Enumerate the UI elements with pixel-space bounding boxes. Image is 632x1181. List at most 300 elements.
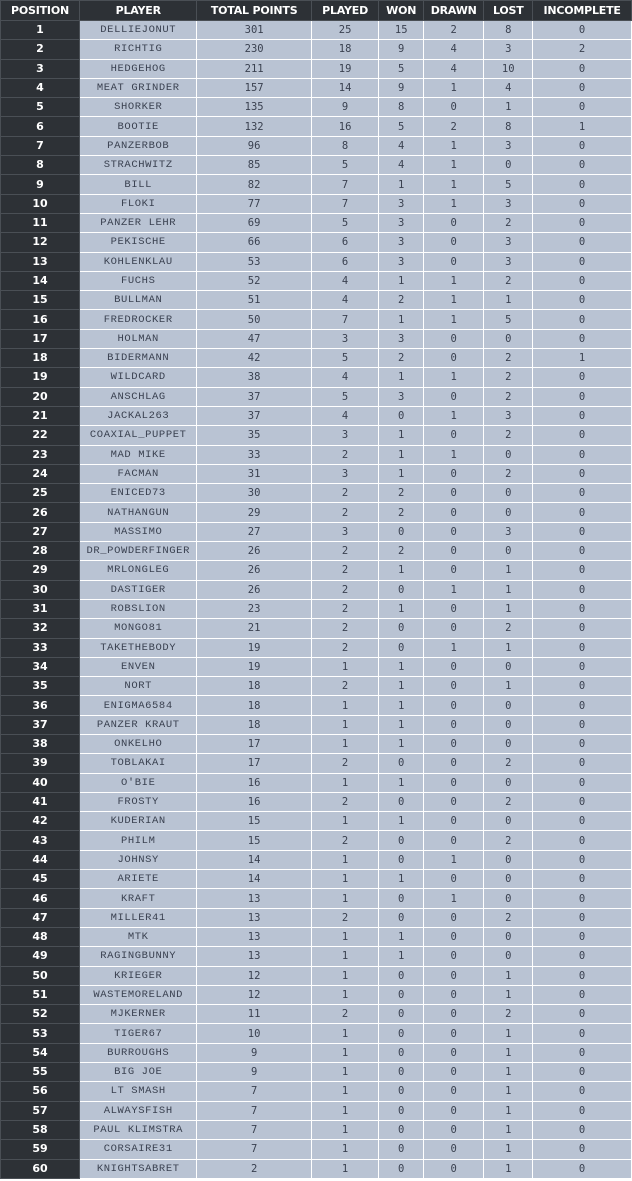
total-points-cell: 15 [197,831,311,850]
position-cell: 24 [1,464,80,483]
player-cell: HOLMAN [80,329,197,348]
played-cell: 3 [311,522,379,541]
table-row [1,792,632,811]
won-cell: 0 [379,1120,424,1139]
played-cell: 8 [311,136,379,155]
played-cell: 2 [311,908,379,927]
won-cell: 1 [379,657,424,676]
player-cell: BURROUGHS [80,1043,197,1062]
table-row [1,1024,632,1043]
won-cell: 0 [379,850,424,869]
position-cell: 60 [1,1159,80,1178]
played-cell: 1 [311,773,379,792]
total-points-cell: 132 [197,117,311,136]
won-cell: 0 [379,889,424,908]
incomplete-cell: 0 [533,638,632,657]
incomplete-cell: 1 [533,117,632,136]
total-points-cell: 7 [197,1140,311,1159]
drawn-cell: 0 [424,1005,484,1024]
position-cell: 39 [1,754,80,773]
table-row [1,349,632,368]
incomplete-cell: 0 [533,580,632,599]
player-cell: DR_POWDERFINGER [80,542,197,561]
lost-cell: 1 [484,98,533,117]
lost-cell: 1 [484,985,533,1004]
lost-cell: 0 [484,927,533,946]
won-cell: 1 [379,812,424,831]
played-cell: 2 [311,561,379,580]
position-cell: 48 [1,927,80,946]
position-cell: 58 [1,1120,80,1139]
table-row [1,213,632,232]
position-cell: 45 [1,870,80,889]
total-points-cell: 9 [197,1043,311,1062]
lost-cell: 3 [484,522,533,541]
lost-cell: 0 [484,542,533,561]
total-points-cell: 13 [197,908,311,927]
lost-cell: 1 [484,1082,533,1101]
won-cell: 1 [379,426,424,445]
played-cell: 2 [311,484,379,503]
drawn-cell: 0 [424,252,484,271]
lost-cell: 3 [484,194,533,213]
table-row [1,406,632,425]
player-cell: DELLIEJONUT [80,21,197,40]
lost-cell: 2 [484,387,533,406]
table-row [1,1120,632,1139]
drawn-cell: 1 [424,638,484,657]
incomplete-cell: 0 [533,542,632,561]
table-row [1,98,632,117]
position-cell: 56 [1,1082,80,1101]
incomplete-cell: 0 [533,889,632,908]
played-cell: 1 [311,1101,379,1120]
played-cell: 2 [311,445,379,464]
position-cell: 59 [1,1140,80,1159]
drawn-cell: 0 [424,985,484,1004]
position-cell: 19 [1,368,80,387]
total-points-cell: 7 [197,1082,311,1101]
table-row [1,638,632,657]
total-points-cell: 17 [197,754,311,773]
player-cell: MASSIMO [80,522,197,541]
player-cell: BILL [80,175,197,194]
total-points-cell: 35 [197,426,311,445]
position-cell: 46 [1,889,80,908]
header-position: POSITION [1,1,80,21]
played-cell: 7 [311,175,379,194]
player-cell: PAUL KLIMSTRA [80,1120,197,1139]
table-row [1,947,632,966]
player-cell: ONKELHO [80,734,197,753]
drawn-cell: 0 [424,98,484,117]
table-row [1,175,632,194]
incomplete-cell: 0 [533,233,632,252]
lost-cell: 0 [484,812,533,831]
total-points-cell: 31 [197,464,311,483]
incomplete-cell: 0 [533,406,632,425]
drawn-cell: 0 [424,927,484,946]
lost-cell: 2 [484,1005,533,1024]
lost-cell: 0 [484,503,533,522]
played-cell: 1 [311,927,379,946]
incomplete-cell: 0 [533,98,632,117]
drawn-cell: 1 [424,368,484,387]
won-cell: 3 [379,213,424,232]
lost-cell: 3 [484,252,533,271]
player-cell: KNIGHTSABRET [80,1159,197,1178]
incomplete-cell: 0 [533,927,632,946]
drawn-cell: 0 [424,754,484,773]
drawn-cell: 0 [424,1063,484,1082]
player-cell: PHILM [80,831,197,850]
incomplete-cell: 0 [533,445,632,464]
table-row [1,21,632,40]
player-cell: MAD MIKE [80,445,197,464]
header-played: PLAYED [311,1,379,21]
total-points-cell: 77 [197,194,311,213]
incomplete-cell: 0 [533,715,632,734]
position-cell: 13 [1,252,80,271]
lost-cell: 2 [484,908,533,927]
position-cell: 57 [1,1101,80,1120]
drawn-cell: 0 [424,734,484,753]
table-row [1,426,632,445]
total-points-cell: 27 [197,522,311,541]
total-points-cell: 157 [197,78,311,97]
total-points-cell: 23 [197,599,311,618]
drawn-cell: 1 [424,445,484,464]
played-cell: 1 [311,966,379,985]
table-row [1,1063,632,1082]
incomplete-cell: 0 [533,908,632,927]
played-cell: 4 [311,368,379,387]
position-cell: 7 [1,136,80,155]
played-cell: 4 [311,291,379,310]
table-row [1,677,632,696]
drawn-cell: 0 [424,213,484,232]
total-points-cell: 29 [197,503,311,522]
total-points-cell: 7 [197,1120,311,1139]
table-row [1,1101,632,1120]
incomplete-cell: 0 [533,484,632,503]
drawn-cell: 0 [424,715,484,734]
total-points-cell: 42 [197,349,311,368]
position-cell: 34 [1,657,80,676]
position-cell: 25 [1,484,80,503]
position-cell: 42 [1,812,80,831]
table-row [1,831,632,850]
won-cell: 3 [379,329,424,348]
total-points-cell: 82 [197,175,311,194]
won-cell: 2 [379,503,424,522]
position-cell: 22 [1,426,80,445]
table-row [1,927,632,946]
played-cell: 2 [311,503,379,522]
position-cell: 36 [1,696,80,715]
won-cell: 2 [379,542,424,561]
lost-cell: 0 [484,484,533,503]
total-points-cell: 18 [197,715,311,734]
drawn-cell: 0 [424,1024,484,1043]
total-points-cell: 211 [197,59,311,78]
drawn-cell: 0 [424,908,484,927]
lost-cell: 5 [484,175,533,194]
played-cell: 3 [311,329,379,348]
drawn-cell: 0 [424,1101,484,1120]
position-cell: 43 [1,831,80,850]
lost-cell: 2 [484,368,533,387]
table-row [1,117,632,136]
lost-cell: 1 [484,677,533,696]
drawn-cell: 0 [424,1140,484,1159]
played-cell: 2 [311,831,379,850]
total-points-cell: 301 [197,21,311,40]
played-cell: 7 [311,310,379,329]
lost-cell: 3 [484,40,533,59]
incomplete-cell: 0 [533,850,632,869]
lost-cell: 2 [484,271,533,290]
total-points-cell: 85 [197,156,311,175]
lost-cell: 1 [484,580,533,599]
played-cell: 16 [311,117,379,136]
played-cell: 6 [311,252,379,271]
incomplete-cell: 0 [533,194,632,213]
position-cell: 35 [1,677,80,696]
played-cell: 1 [311,812,379,831]
won-cell: 1 [379,947,424,966]
played-cell: 7 [311,194,379,213]
player-cell: NORT [80,677,197,696]
won-cell: 5 [379,59,424,78]
total-points-cell: 14 [197,850,311,869]
player-cell: STRACHWITZ [80,156,197,175]
table-row [1,78,632,97]
won-cell: 1 [379,561,424,580]
total-points-cell: 26 [197,580,311,599]
player-cell: O'BIE [80,773,197,792]
player-cell: KRAFT [80,889,197,908]
table-row [1,619,632,638]
played-cell: 4 [311,406,379,425]
played-cell: 2 [311,580,379,599]
won-cell: 0 [379,638,424,657]
total-points-cell: 96 [197,136,311,155]
position-cell: 20 [1,387,80,406]
lost-cell: 2 [484,831,533,850]
won-cell: 1 [379,734,424,753]
won-cell: 0 [379,522,424,541]
position-cell: 8 [1,156,80,175]
played-cell: 14 [311,78,379,97]
table-row [1,966,632,985]
played-cell: 19 [311,59,379,78]
table-row [1,773,632,792]
player-cell: BIG JOE [80,1063,197,1082]
total-points-cell: 12 [197,966,311,985]
player-cell: MEAT GRINDER [80,78,197,97]
played-cell: 1 [311,1120,379,1139]
incomplete-cell: 0 [533,831,632,850]
won-cell: 1 [379,464,424,483]
incomplete-cell: 0 [533,1082,632,1101]
won-cell: 15 [379,21,424,40]
lost-cell: 8 [484,117,533,136]
table-row [1,59,632,78]
player-cell: PANZER LEHR [80,213,197,232]
total-points-cell: 33 [197,445,311,464]
table-row [1,194,632,213]
incomplete-cell: 0 [533,677,632,696]
total-points-cell: 135 [197,98,311,117]
drawn-cell: 2 [424,21,484,40]
table-row [1,754,632,773]
position-cell: 17 [1,329,80,348]
drawn-cell: 4 [424,59,484,78]
player-cell: DASTIGER [80,580,197,599]
played-cell: 2 [311,599,379,618]
position-cell: 6 [1,117,80,136]
played-cell: 1 [311,696,379,715]
table-row [1,271,632,290]
table-row [1,136,632,155]
played-cell: 2 [311,677,379,696]
drawn-cell: 1 [424,580,484,599]
won-cell: 9 [379,78,424,97]
total-points-cell: 7 [197,1101,311,1120]
total-points-cell: 14 [197,870,311,889]
table-row [1,657,632,676]
lost-cell: 1 [484,1120,533,1139]
drawn-cell: 1 [424,156,484,175]
drawn-cell: 0 [424,1082,484,1101]
played-cell: 6 [311,233,379,252]
position-cell: 54 [1,1043,80,1062]
played-cell: 2 [311,619,379,638]
drawn-cell: 0 [424,561,484,580]
won-cell: 1 [379,599,424,618]
drawn-cell: 0 [424,599,484,618]
table-row [1,812,632,831]
position-cell: 55 [1,1063,80,1082]
won-cell: 0 [379,985,424,1004]
player-cell: FROSTY [80,792,197,811]
total-points-cell: 11 [197,1005,311,1024]
incomplete-cell: 0 [533,522,632,541]
lost-cell: 1 [484,1063,533,1082]
table-row [1,1043,632,1062]
table-row [1,580,632,599]
won-cell: 0 [379,1043,424,1062]
won-cell: 1 [379,310,424,329]
drawn-cell: 0 [424,484,484,503]
won-cell: 0 [379,1082,424,1101]
played-cell: 2 [311,542,379,561]
player-cell: MRLONGLEG [80,561,197,580]
incomplete-cell: 0 [533,812,632,831]
incomplete-cell: 0 [533,754,632,773]
played-cell: 1 [311,1043,379,1062]
position-cell: 10 [1,194,80,213]
table-header [1,1,632,21]
played-cell: 3 [311,464,379,483]
lost-cell: 2 [484,464,533,483]
played-cell: 1 [311,1159,379,1178]
incomplete-cell: 0 [533,734,632,753]
lost-cell: 0 [484,329,533,348]
table-row [1,40,632,59]
total-points-cell: 13 [197,889,311,908]
won-cell: 3 [379,387,424,406]
incomplete-cell: 0 [533,291,632,310]
incomplete-cell: 0 [533,175,632,194]
total-points-cell: 230 [197,40,311,59]
header-drawn: DRAWN [424,1,484,21]
table-body [1,21,632,1179]
lost-cell: 2 [484,349,533,368]
won-cell: 0 [379,580,424,599]
table-row [1,522,632,541]
drawn-cell: 0 [424,966,484,985]
position-cell: 1 [1,21,80,40]
played-cell: 18 [311,40,379,59]
won-cell: 1 [379,175,424,194]
drawn-cell: 2 [424,117,484,136]
lost-cell: 3 [484,233,533,252]
won-cell: 1 [379,271,424,290]
drawn-cell: 0 [424,464,484,483]
incomplete-cell: 0 [533,1140,632,1159]
incomplete-cell: 0 [533,1101,632,1120]
position-cell: 41 [1,792,80,811]
header-incomplete: INCOMPLETE [533,1,632,21]
incomplete-cell: 0 [533,1159,632,1178]
table-row [1,291,632,310]
player-cell: JACKAL263 [80,406,197,425]
won-cell: 1 [379,927,424,946]
position-cell: 21 [1,406,80,425]
table-row [1,252,632,271]
won-cell: 3 [379,233,424,252]
player-cell: RICHTIG [80,40,197,59]
total-points-cell: 16 [197,773,311,792]
total-points-cell: 30 [197,484,311,503]
table-row [1,870,632,889]
header-lost: LOST [484,1,533,21]
incomplete-cell: 0 [533,1005,632,1024]
won-cell: 1 [379,368,424,387]
table-row [1,599,632,618]
player-cell: ENVEN [80,657,197,676]
incomplete-cell: 0 [533,252,632,271]
lost-cell: 1 [484,291,533,310]
position-cell: 9 [1,175,80,194]
won-cell: 8 [379,98,424,117]
played-cell: 5 [311,156,379,175]
total-points-cell: 53 [197,252,311,271]
incomplete-cell: 0 [533,213,632,232]
player-cell: HEDGEHOG [80,59,197,78]
incomplete-cell: 0 [533,1024,632,1043]
played-cell: 1 [311,850,379,869]
table-row [1,850,632,869]
played-cell: 3 [311,426,379,445]
played-cell: 1 [311,715,379,734]
position-cell: 12 [1,233,80,252]
table-row [1,889,632,908]
position-cell: 44 [1,850,80,869]
drawn-cell: 0 [424,870,484,889]
